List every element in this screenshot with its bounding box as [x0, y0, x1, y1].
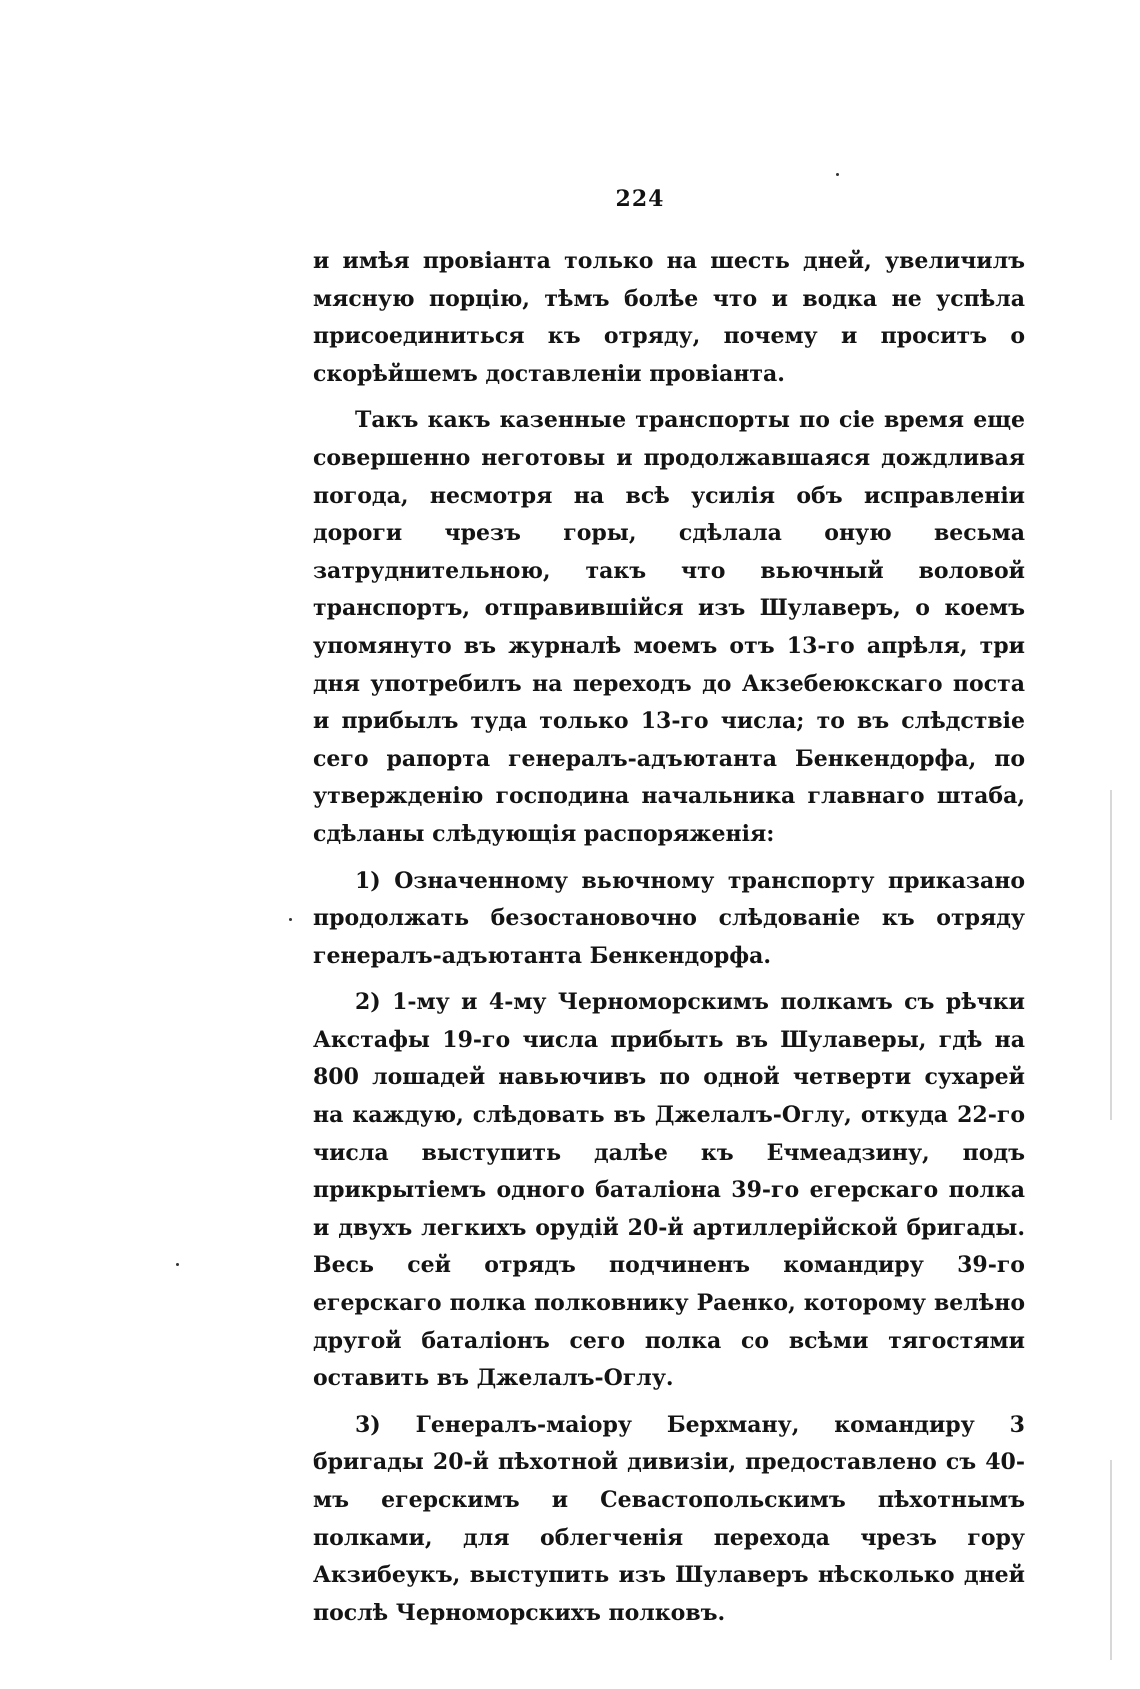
body-text: [313, 243, 1025, 1641]
paragraph-4: 2) 1-му и 4-му Черноморскимъ полкамъ съ рѣчки Акстафы 19-го числа прибыть въ Шулаверы, гдѣ на 800 лошадей навьючивъ по одной четверти сухарей на каждую, слѣдовать въ Джелалъ-Оглу, откуда 22-го числа выступить далѣе къ Ечмеадзину, подъ прикрытіемъ одного баталіона 39-го егерскаго полка и двухъ легкихъ орудій 20-й артиллерійской бригады. Весь сей отрядъ подчиненъ командиру 39-го егерскаго полка полковнику Раенко, которому велѣно другой баталіонъ сего полка со всѣми тягостями оставить въ Джелалъ-Оглу.: [313, 989, 1025, 1392]
scan-speck: [289, 918, 292, 921]
paragraph-3: 1) Означенному вьючному транспорту приказано продолжать безостановочно слѣдованіе къ отряду генералъ-адъютанта Бенкендорфа.: [313, 867, 1025, 969]
paragraph-2: Такъ какъ казенные транспорты по сіе время еще совершенно неготовы и продолжавшаяся дождливая погода, несмотря на всѣ усилія объ исправленіи дороги чрезъ горы, сдѣлала оную весьма затруднительною, такъ что вьючный воловой транспортъ, отправившійся изъ Шулаверъ, о коемъ упомянуто въ журналѣ моемъ отъ 13-го апрѣля, три дня употребилъ на переходъ до Акзебеюкскаго поста и прибылъ туда только 13-го числа; то въ слѣдствіе сего рапорта генералъ-адъютанта Бенкендорфа, по утвержденію господина начальника главнаго штаба, сдѣланы слѣдующія распоряженія:: [313, 407, 1025, 847]
paragraph-5: 3) Генералъ-маіору Берхману, командиру 3 бригады 20-й пѣхотной дивизіи, предоставлено съ 40-мъ егерскимъ и Севастопольскимъ пѣхотнымъ полками, для облегченія перехода чрезъ гору Акзибеукъ, выступить изъ Шулаверъ нѣсколько дней послѣ Черноморскихъ полковъ.: [313, 1411, 1025, 1626]
scan-speck: [836, 173, 839, 176]
page-number: 224: [615, 186, 665, 212]
scan-speck: [176, 1263, 179, 1266]
paragraph-1: и имѣя провіанта только на шесть дней, увеличилъ мясную порцію, тѣмъ болѣе что и водка не успѣла присоединиться къ отряду, почему и проситъ о скорѣйшемъ доставленіи провіанта.: [313, 248, 1025, 387]
scan-edge-line: [1110, 1460, 1112, 1660]
scan-edge-line: [1110, 790, 1112, 1120]
